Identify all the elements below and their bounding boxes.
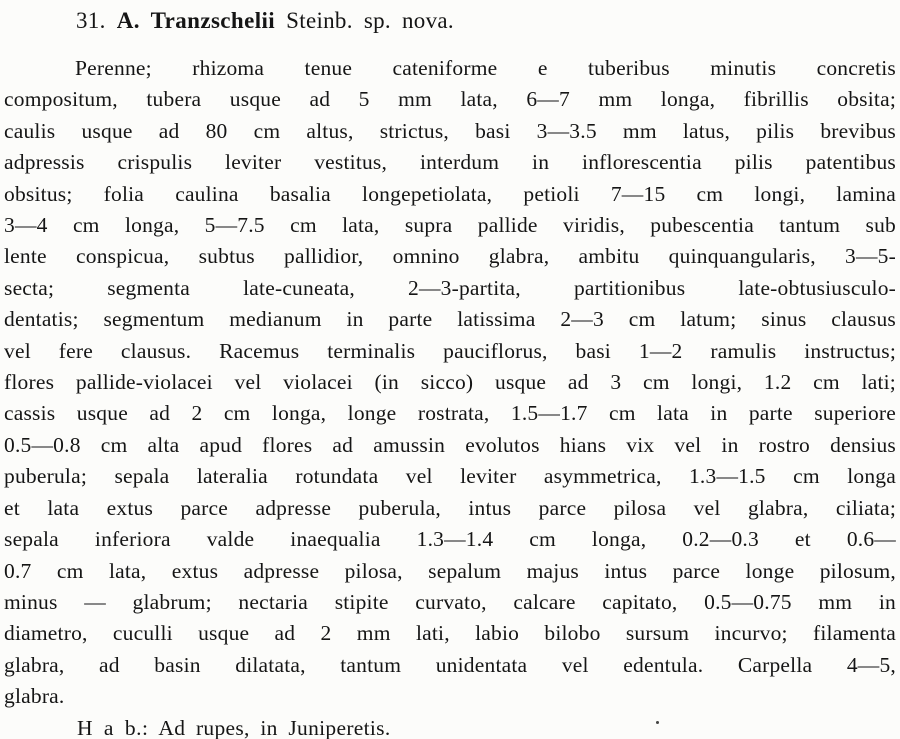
species-number: 31. (76, 8, 106, 33)
text-line: puberula; sepala lateralia rotundata vel leviter asymmetrica, 1.3—1.5 cm longa (4, 464, 896, 489)
habitat-text: Ad rupes, in Juniperetis. (158, 715, 391, 739)
text-line: secta; segmenta late-cuneata, 2—3-partita, partitionibus late-obtusiusculo- (4, 275, 896, 300)
text-line: sepala inferiora valde inaequalia 1.3—1.4 cm longa, 0.2—0.3 et 0.6— (4, 527, 896, 552)
text-line: glabra, ad basin dilatata, tantum unidentata vel edentula. Carpella 4—5, (4, 652, 896, 677)
scan-speck (656, 721, 659, 724)
text-line: flores pallide-violacei vel violacei (in sicco) usque ad 3 cm longi, 1.2 cm lati; (4, 370, 896, 395)
description-paragraph (4, 53, 896, 713)
text-line: vel fere clausus. Racemus terminalis pauciflorus, basi 1—2 ramulis instructus; (4, 338, 896, 363)
text-line: minus — glabrum; nectaria stipite curvato, calcare capitato, 0.5—0.75 mm in (4, 589, 896, 614)
text-line: dentatis; segmentum medianum in parte latissima 2—3 cm latum; sinus clausus (4, 307, 896, 332)
text-line: compositum, tubera usque ad 5 mm lata, 6—7 mm longa, fibrillis obsita; (4, 87, 896, 112)
text-line: cassis usque ad 2 cm longa, longe rostrata, 1.5—1.7 cm lata in parte superiore (4, 401, 896, 426)
species-authority: Steinb. sp. nova. (286, 8, 454, 33)
text-line: diametro, cuculli usque ad 2 mm lati, labio bilobo sursum incurvo; filamenta (4, 621, 896, 646)
text-line: et lata extus parce adpresse puberula, intus parce pilosa vel glabra, ciliata; (4, 495, 896, 520)
text-line: 3—4 cm longa, 5—7.5 cm lata, supra pallide viridis, pubescentia tantum sub (4, 213, 896, 238)
text-line: lente conspicua, subtus pallidior, omnino glabra, ambitu quinquangularis, 3—5- (4, 244, 896, 269)
text-line: adpressis crispulis leviter vestitus, interdum in inflorescentia pilis patentibus (4, 150, 896, 175)
text-line: 0.7 cm lata, extus adpresse pilosa, sepalum majus intus parce longe pilosum, (4, 558, 896, 583)
text-line: glabra. (4, 684, 65, 709)
text-line: Perenne; rhizoma tenue cateniforme e tuberibus minutis concretis (75, 56, 896, 80)
text-line: obsitus; folia caulina basalia longepetiolata, petioli 7—15 cm longi, lamina (4, 181, 896, 206)
habitat-line (4, 713, 896, 739)
species-heading (4, 6, 896, 36)
habitat-label: H a b.: (77, 715, 149, 739)
text-line: 0.5—0.8 cm alta apud flores ad amussin evolutos hians vix vel in rostro densius (4, 432, 896, 457)
species-name: A. Tranzschelii (116, 8, 276, 33)
text-line: caulis usque ad 80 cm altus, strictus, basi 3—3.5 mm latus, pilis brevibus (4, 118, 896, 143)
